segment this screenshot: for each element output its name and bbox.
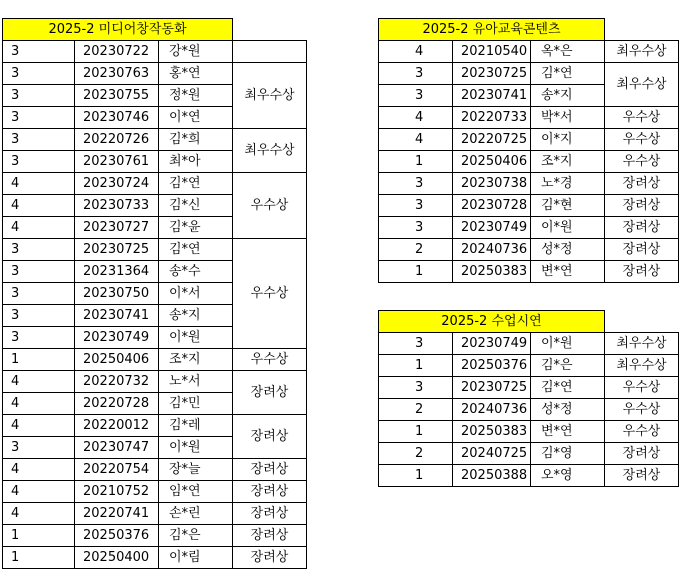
student-name-cell: 김*현 bbox=[531, 195, 605, 217]
student-id-cell: 20230746 bbox=[75, 107, 159, 129]
student-id-cell: 20230733 bbox=[75, 195, 159, 217]
grade-cell: 4 bbox=[3, 503, 75, 525]
grade-cell: 3 bbox=[3, 41, 75, 63]
student-name-cell: 성*정 bbox=[531, 399, 605, 421]
grade-cell: 3 bbox=[379, 173, 453, 195]
student-id-cell: 20240725 bbox=[453, 443, 531, 465]
student-id-cell: 20230725 bbox=[75, 239, 159, 261]
student-id-cell: 20250383 bbox=[453, 261, 531, 283]
student-id-cell: 20231364 bbox=[75, 261, 159, 283]
grade-cell: 3 bbox=[379, 85, 453, 107]
grade-cell: 3 bbox=[3, 327, 75, 349]
table-row bbox=[379, 239, 679, 261]
table-row bbox=[3, 41, 307, 63]
table-row bbox=[379, 63, 679, 85]
table-row bbox=[379, 129, 679, 151]
student-id-cell: 20210752 bbox=[75, 481, 159, 503]
grade-cell: 3 bbox=[3, 129, 75, 151]
student-id-cell: 20230749 bbox=[75, 327, 159, 349]
grade-cell: 1 bbox=[379, 421, 453, 443]
grade-cell: 1 bbox=[379, 261, 453, 283]
student-name-cell: 송*수 bbox=[159, 261, 233, 283]
grade-cell: 3 bbox=[3, 437, 75, 459]
student-name-cell: 임*연 bbox=[159, 481, 233, 503]
student-id-cell: 20250383 bbox=[453, 421, 531, 443]
award-cell: 장려상 bbox=[605, 217, 679, 239]
student-name-cell: 이*서 bbox=[159, 283, 233, 305]
table-row bbox=[379, 443, 679, 465]
award-cell: 장려상 bbox=[233, 415, 307, 459]
table-row bbox=[3, 129, 307, 151]
student-name-cell: 김*은 bbox=[159, 525, 233, 547]
table-row bbox=[379, 377, 679, 399]
student-id-cell: 20230722 bbox=[75, 41, 159, 63]
award-cell: 장려상 bbox=[605, 465, 679, 487]
table-title: 2025-2 유아교육콘텐츠 bbox=[379, 19, 605, 41]
student-name-cell: 김*윤 bbox=[159, 217, 233, 239]
grade-cell: 2 bbox=[379, 399, 453, 421]
grade-cell: 3 bbox=[379, 333, 453, 355]
grade-cell: 3 bbox=[3, 151, 75, 173]
grade-cell: 4 bbox=[3, 195, 75, 217]
teaching-demo-table bbox=[378, 310, 679, 487]
table-title: 2025-2 미디어창작동화 bbox=[3, 19, 233, 41]
table-row bbox=[379, 173, 679, 195]
award-cell: 장려상 bbox=[605, 261, 679, 283]
student-name-cell: 김*연 bbox=[531, 63, 605, 85]
student-id-cell: 20230741 bbox=[75, 305, 159, 327]
student-id-cell: 20230724 bbox=[75, 173, 159, 195]
student-name-cell: 송*지 bbox=[531, 85, 605, 107]
award-cell: 장려상 bbox=[233, 547, 307, 569]
table-row bbox=[3, 459, 307, 481]
student-name-cell: 최*아 bbox=[159, 151, 233, 173]
table-row bbox=[3, 371, 307, 393]
table-row bbox=[3, 173, 307, 195]
grade-cell: 4 bbox=[3, 415, 75, 437]
student-id-cell: 20230755 bbox=[75, 85, 159, 107]
table-row bbox=[3, 481, 307, 503]
table-row bbox=[3, 63, 307, 85]
student-id-cell: 20220733 bbox=[453, 107, 531, 129]
student-id-cell: 20230738 bbox=[453, 173, 531, 195]
student-id-cell: 20220728 bbox=[75, 393, 159, 415]
grade-cell: 4 bbox=[379, 129, 453, 151]
grade-cell: 4 bbox=[379, 41, 453, 63]
student-id-cell: 20230763 bbox=[75, 63, 159, 85]
student-id-cell: 20230725 bbox=[453, 63, 531, 85]
table-row bbox=[3, 525, 307, 547]
student-name-cell: 오*영 bbox=[531, 465, 605, 487]
award-cell: 우수상 bbox=[233, 349, 307, 371]
award-cell: 장려상 bbox=[605, 195, 679, 217]
award-cell: 장려상 bbox=[233, 371, 307, 415]
student-id-cell: 20230749 bbox=[453, 217, 531, 239]
award-cell: 장려상 bbox=[233, 459, 307, 481]
student-name-cell: 노*서 bbox=[159, 371, 233, 393]
grade-cell: 1 bbox=[379, 465, 453, 487]
grade-cell: 3 bbox=[3, 239, 75, 261]
grade-cell: 4 bbox=[3, 371, 75, 393]
grade-cell: 1 bbox=[3, 525, 75, 547]
student-name-cell: 노*경 bbox=[531, 173, 605, 195]
award-cell: 우수상 bbox=[605, 399, 679, 421]
student-name-cell: 변*연 bbox=[531, 421, 605, 443]
student-id-cell: 20250406 bbox=[453, 151, 531, 173]
table-title: 2025-2 수업시연 bbox=[379, 311, 605, 333]
student-name-cell: 변*연 bbox=[531, 261, 605, 283]
table-row bbox=[379, 151, 679, 173]
award-cell: 우수상 bbox=[605, 421, 679, 443]
award-cell: 우수상 bbox=[605, 107, 679, 129]
grade-cell: 1 bbox=[3, 547, 75, 569]
award-cell: 최우수상 bbox=[605, 63, 679, 107]
student-id-cell: 20240736 bbox=[453, 239, 531, 261]
award-cell: 최우수상 bbox=[605, 41, 679, 63]
student-name-cell: 김*연 bbox=[159, 173, 233, 195]
table-row bbox=[3, 547, 307, 569]
award-cell: 최우수상 bbox=[233, 63, 307, 129]
award-cell: 장려상 bbox=[233, 481, 307, 503]
student-name-cell: 조*지 bbox=[531, 151, 605, 173]
award-cell: 우수상 bbox=[233, 239, 307, 349]
grade-cell: 4 bbox=[3, 393, 75, 415]
student-id-cell: 20220725 bbox=[453, 129, 531, 151]
student-name-cell: 장*늘 bbox=[159, 459, 233, 481]
student-name-cell: 송*지 bbox=[159, 305, 233, 327]
table-row bbox=[379, 465, 679, 487]
award-cell: 우수상 bbox=[605, 377, 679, 399]
student-id-cell: 20220754 bbox=[75, 459, 159, 481]
student-name-cell: 이*원 bbox=[531, 217, 605, 239]
student-name-cell: 이*원 bbox=[159, 327, 233, 349]
award-cell: 최우수상 bbox=[233, 129, 307, 173]
table-row bbox=[379, 41, 679, 63]
grade-cell: 4 bbox=[3, 217, 75, 239]
grade-cell: 4 bbox=[3, 459, 75, 481]
award-cell: 장려상 bbox=[233, 503, 307, 525]
student-id-cell: 20250406 bbox=[75, 349, 159, 371]
student-id-cell: 20220741 bbox=[75, 503, 159, 525]
award-cell: 우수상 bbox=[605, 129, 679, 151]
award-cell: 우수상 bbox=[605, 151, 679, 173]
award-cell: 장려상 bbox=[233, 525, 307, 547]
grade-cell: 3 bbox=[3, 107, 75, 129]
student-id-cell: 20230761 bbox=[75, 151, 159, 173]
student-name-cell: 이*원 bbox=[531, 333, 605, 355]
grade-cell: 1 bbox=[3, 349, 75, 371]
student-name-cell: 박*서 bbox=[531, 107, 605, 129]
student-name-cell: 성*정 bbox=[531, 239, 605, 261]
media-creation-table bbox=[2, 18, 307, 569]
grade-cell: 3 bbox=[3, 283, 75, 305]
table-row bbox=[379, 261, 679, 283]
table-row bbox=[3, 415, 307, 437]
student-id-cell: 20240736 bbox=[453, 399, 531, 421]
student-name-cell: 이*연 bbox=[159, 107, 233, 129]
student-name-cell: 김*연 bbox=[531, 377, 605, 399]
student-id-cell: 20220012 bbox=[75, 415, 159, 437]
student-name-cell: 김*연 bbox=[159, 239, 233, 261]
student-id-cell: 20230747 bbox=[75, 437, 159, 459]
grade-cell: 1 bbox=[379, 151, 453, 173]
grade-cell: 3 bbox=[3, 261, 75, 283]
student-name-cell: 김*민 bbox=[159, 393, 233, 415]
grade-cell: 4 bbox=[3, 481, 75, 503]
student-id-cell: 20210540 bbox=[453, 41, 531, 63]
table-row bbox=[379, 333, 679, 355]
student-name-cell: 조*지 bbox=[159, 349, 233, 371]
student-id-cell: 20230727 bbox=[75, 217, 159, 239]
student-name-cell: 정*원 bbox=[159, 85, 233, 107]
table-row bbox=[379, 355, 679, 377]
table-row bbox=[379, 421, 679, 443]
grade-cell: 3 bbox=[379, 195, 453, 217]
table-row bbox=[3, 503, 307, 525]
table-row bbox=[379, 399, 679, 421]
grade-cell: 3 bbox=[3, 305, 75, 327]
award-cell: 최우수상 bbox=[605, 333, 679, 355]
student-id-cell: 20220726 bbox=[75, 129, 159, 151]
student-id-cell: 20220732 bbox=[75, 371, 159, 393]
grade-cell: 3 bbox=[379, 377, 453, 399]
student-id-cell: 20230750 bbox=[75, 283, 159, 305]
student-name-cell: 이*지 bbox=[531, 129, 605, 151]
student-id-cell: 20250388 bbox=[453, 465, 531, 487]
grade-cell: 3 bbox=[379, 63, 453, 85]
award-cell: 장려상 bbox=[605, 173, 679, 195]
early-childhood-content-table bbox=[378, 18, 679, 283]
student-name-cell: 홍*연 bbox=[159, 63, 233, 85]
student-name-cell: 강*원 bbox=[159, 41, 233, 63]
student-name-cell: 김*은 bbox=[531, 355, 605, 377]
student-id-cell: 20250376 bbox=[75, 525, 159, 547]
grade-cell: 2 bbox=[379, 239, 453, 261]
student-id-cell: 20230725 bbox=[453, 377, 531, 399]
student-id-cell: 20230741 bbox=[453, 85, 531, 107]
student-name-cell: 김*영 bbox=[531, 443, 605, 465]
student-name-cell: 옥*은 bbox=[531, 41, 605, 63]
student-name-cell: 이*림 bbox=[159, 547, 233, 569]
table-row bbox=[3, 349, 307, 371]
student-id-cell: 20250376 bbox=[453, 355, 531, 377]
award-cell: 장려상 bbox=[605, 239, 679, 261]
table-row bbox=[379, 195, 679, 217]
award-cell bbox=[233, 41, 307, 63]
table-row bbox=[379, 217, 679, 239]
grade-cell: 3 bbox=[3, 85, 75, 107]
student-name-cell: 이*원 bbox=[159, 437, 233, 459]
grade-cell: 4 bbox=[3, 173, 75, 195]
grade-cell: 1 bbox=[379, 355, 453, 377]
award-cell: 장려상 bbox=[605, 443, 679, 465]
student-name-cell: 손*린 bbox=[159, 503, 233, 525]
student-id-cell: 20250400 bbox=[75, 547, 159, 569]
student-id-cell: 20230749 bbox=[453, 333, 531, 355]
award-cell: 우수상 bbox=[233, 173, 307, 239]
student-id-cell: 20230728 bbox=[453, 195, 531, 217]
table-row bbox=[379, 107, 679, 129]
grade-cell: 4 bbox=[379, 107, 453, 129]
grade-cell: 3 bbox=[379, 217, 453, 239]
grade-cell: 3 bbox=[3, 63, 75, 85]
student-name-cell: 김*희 bbox=[159, 129, 233, 151]
student-name-cell: 김*신 bbox=[159, 195, 233, 217]
table-row bbox=[3, 239, 307, 261]
grade-cell: 2 bbox=[379, 443, 453, 465]
student-name-cell: 김*레 bbox=[159, 415, 233, 437]
award-cell: 최우수상 bbox=[605, 355, 679, 377]
